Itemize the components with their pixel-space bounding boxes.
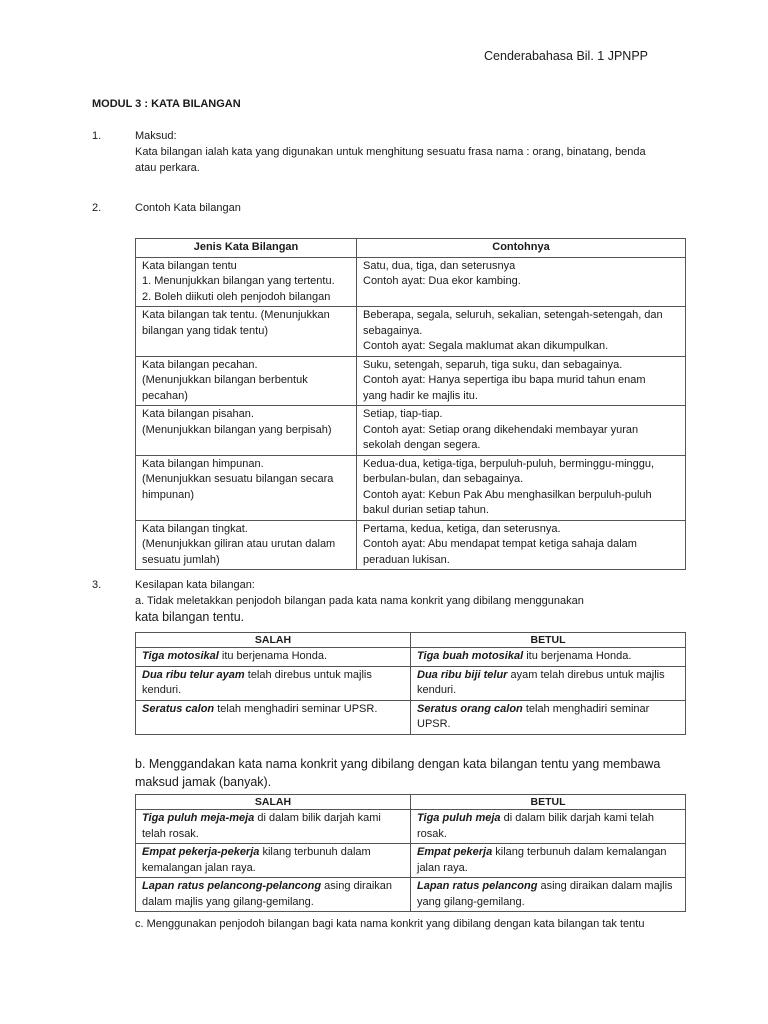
table-cell	[136, 307, 357, 357]
cell-line: sekolah dengan segera.	[363, 439, 481, 451]
table-header-row	[136, 795, 686, 810]
emphasized-phrase: Tiga buah motosikal	[417, 650, 524, 662]
section-number: 1.	[92, 130, 102, 142]
cell-line: berbulan-bulan, dan sebagainya.	[363, 473, 524, 485]
cell-line: Kata bilangan pisahan.	[142, 408, 254, 420]
cell-line: peraduan lukisan.	[363, 553, 450, 566]
table-row	[136, 666, 686, 700]
sentence-text: ayam telah direbus untuk majlis kenduri.	[417, 668, 665, 696]
sentence-text: di dalam bilik darjah kami telah rosak.	[142, 812, 381, 840]
section-3	[92, 577, 692, 625]
cell-line: 1. Menunjukkan bilangan yang tertentu.	[142, 275, 335, 287]
table-row	[136, 257, 686, 307]
table-row	[136, 648, 686, 667]
table-cell	[357, 257, 686, 307]
sentence-text: itu berjenama Honda.	[523, 650, 632, 662]
cell-line: Kedua-dua, ketiga-tiga, berpuluh-puluh, berminggu-minggu,	[363, 457, 655, 470]
table-cell	[136, 878, 411, 912]
table-cell	[411, 666, 686, 700]
point-c-text: c. Menggunakan penjodoh bilangan bagi kata nama konkrit yang dibilang dengan kata bilangan tak tentu	[135, 918, 645, 930]
table-row	[136, 700, 686, 734]
table-row	[136, 307, 686, 357]
table-cell	[136, 356, 357, 406]
cell-line: Contoh ayat: Kebun Pak Abu menghasilkan berpuluh-puluh	[363, 488, 652, 501]
cell-line: Setiap, tiap-tiap.	[363, 408, 443, 420]
table-row	[136, 810, 686, 844]
point-a-text: a. Tidak meletakkan penjodoh bilangan pada kata nama konkrit yang dibilang menggunakan	[135, 595, 584, 607]
table-cell	[357, 455, 686, 520]
table-header-row	[136, 239, 686, 258]
column-header: Jenis Kata Bilangan	[136, 239, 357, 258]
table-cell	[411, 844, 686, 878]
table-cell	[411, 648, 686, 667]
sentence-text: telah menghadiri seminar UPSR.	[417, 702, 650, 730]
document-header: Cenderabahasa Bil. 1 JPNPP	[484, 49, 648, 63]
emphasized-phrase: Tiga puluh meja	[417, 812, 501, 824]
table-cell	[411, 878, 686, 912]
cell-line: 2. Boleh diikuti oleh penjodoh bilangan	[142, 290, 331, 303]
table-cell	[136, 520, 357, 570]
emphasized-phrase: Tiga puluh meja-meja	[142, 812, 255, 824]
section-2	[92, 200, 692, 216]
sentence-text: asing diraikan dalam majlis yang gilang-gemilang.	[142, 880, 393, 908]
table-cell	[357, 520, 686, 570]
point-b	[135, 755, 695, 791]
definition-text: atau perkara.	[135, 162, 200, 174]
emphasized-phrase: Dua ribu biji telur	[417, 668, 508, 681]
cell-line: Kata bilangan tentu	[142, 259, 237, 272]
column-header: SALAH	[136, 795, 411, 810]
section-label: Maksud:	[135, 130, 177, 142]
table-cell	[136, 666, 411, 700]
table-cell	[136, 406, 357, 456]
cell-line: (Menunjukkan sesuatu bilangan secara	[142, 473, 334, 485]
table-cell	[136, 648, 411, 667]
column-header: SALAH	[136, 633, 411, 648]
cell-line: Contoh ayat: Abu mendapat tempat ketiga sahaja dalam	[363, 538, 637, 550]
column-header: BETUL	[411, 633, 686, 648]
error-table-b	[135, 794, 686, 912]
table-row	[136, 878, 686, 912]
cell-line: sesuatu jumlah)	[142, 553, 220, 566]
sentence-text: asing diraikan dalam majlis yang gilang-gemilang.	[417, 880, 673, 908]
emphasized-phrase: Seratus orang calon	[417, 702, 523, 715]
cell-line: (Menunjukkan bilangan berbentuk	[142, 374, 308, 386]
cell-line: Pertama, kedua, ketiga, dan seterusnya.	[363, 522, 561, 535]
cell-line: bilangan yang tidak tentu)	[142, 324, 268, 337]
section-label: Contoh Kata bilangan	[135, 202, 241, 214]
section-number: 3.	[92, 579, 102, 591]
column-header: Contohnya	[357, 239, 686, 258]
cell-line: Beberapa, segala, seluruh, sekalian, setengah-setengah, dan	[363, 309, 663, 321]
table-header-row	[136, 633, 686, 648]
cell-line: himpunan)	[142, 488, 194, 501]
table-row	[136, 455, 686, 520]
table-cell	[136, 810, 411, 844]
cell-line: Contoh ayat: Hanya sepertiga ibu bapa murid tahun enam	[363, 374, 646, 386]
emphasized-phrase: Lapan ratus pelancong-pelancong	[142, 880, 322, 892]
table-row	[136, 844, 686, 878]
cell-line: Kata bilangan tingkat.	[142, 522, 248, 535]
emphasized-phrase: Empat pekerja-pekerja	[142, 846, 260, 858]
error-table-a	[135, 632, 686, 735]
sentence-text: itu berjenama Honda.	[218, 650, 328, 662]
cell-line: Contoh ayat: Segala maklumat akan dikumpulkan.	[363, 340, 609, 352]
cell-line: bakul durian setiap tahun.	[363, 504, 489, 516]
cell-line: Contoh ayat: Dua ekor kambing.	[363, 275, 521, 287]
cell-line: Kata bilangan tak tentu. (Menunjukkan	[142, 309, 330, 321]
emphasized-phrase: Tiga motosikal	[142, 650, 219, 662]
sentence-text: di dalam bilik darjah kami telah rosak.	[417, 812, 654, 840]
table-cell	[136, 257, 357, 307]
section-label: Kesilapan kata bilangan:	[135, 579, 255, 591]
cell-line: Kata bilangan himpunan.	[142, 457, 264, 470]
emphasized-phrase: Empat pekerja	[417, 846, 493, 858]
module-title: MODUL 3 : KATA BILANGAN	[92, 98, 241, 110]
cell-line: Suku, setengah, separuh, tiga suku, dan sebagainya.	[363, 358, 623, 371]
cell-line: Contoh ayat: Setiap orang dikehendaki membayar yuran	[363, 423, 639, 436]
cell-line: sebagainya.	[363, 324, 423, 337]
point-b-text: maksud jamak (banyak).	[135, 775, 272, 789]
table-cell	[411, 810, 686, 844]
cell-line: Kata bilangan pecahan.	[142, 358, 258, 371]
section-number: 2.	[92, 202, 102, 214]
cell-line: yang hadir ke majlis itu.	[363, 389, 478, 402]
definition-text: Kata bilangan ialah kata yang digunakan untuk menghitung sesuatu frasa nama : orang, binatang, benda	[135, 146, 646, 158]
cell-line: (Menunjukkan giliran atau urutan dalam	[142, 538, 336, 550]
table-row	[136, 520, 686, 570]
point-b-text: b. Menggandakan kata nama konkrit yang dibilang dengan kata bilangan tentu yang membawa	[135, 757, 661, 771]
emphasized-phrase: Seratus calon	[142, 702, 215, 715]
emphasized-phrase: Dua ribu telur ayam	[142, 668, 245, 681]
table-cell	[357, 307, 686, 357]
section-1	[92, 128, 692, 176]
cell-line: Satu, dua, tiga, dan seterusnya	[363, 259, 516, 272]
point-a-text: kata bilangan tentu.	[135, 610, 245, 624]
table-cell	[411, 700, 686, 734]
table-cell	[357, 406, 686, 456]
emphasized-phrase: Lapan ratus pelancong	[417, 880, 538, 892]
cell-line: pecahan)	[142, 389, 188, 402]
column-header: BETUL	[411, 795, 686, 810]
sentence-text: kilang terbunuh dalam kemalangan jalan raya.	[417, 846, 667, 874]
table-row	[136, 356, 686, 406]
sentence-text: kilang terbunuh dalam kemalangan jalan raya.	[142, 846, 371, 874]
table-row	[136, 406, 686, 456]
table-cell	[136, 844, 411, 878]
sentence-text: telah menghadiri seminar UPSR.	[214, 702, 378, 715]
table-cell	[357, 356, 686, 406]
table-cell	[136, 455, 357, 520]
cell-line: (Menunjukkan bilangan yang berpisah)	[142, 423, 332, 436]
examples-table	[135, 238, 686, 570]
point-c	[135, 916, 695, 932]
sentence-text: telah direbus untuk majlis kenduri.	[142, 668, 372, 696]
table-cell	[136, 700, 411, 734]
